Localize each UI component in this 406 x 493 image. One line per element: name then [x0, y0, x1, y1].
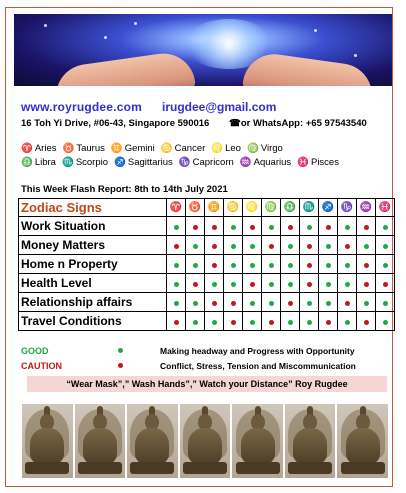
caution-dot-icon	[118, 363, 123, 368]
status-cell	[376, 293, 395, 312]
good-dot-icon	[364, 301, 369, 306]
sign-column-header-icon: ♒	[357, 199, 376, 217]
cosmic-hands-banner	[14, 14, 392, 86]
good-dot-icon	[288, 263, 293, 268]
status-cell	[281, 274, 300, 293]
status-cell	[319, 255, 338, 274]
good-dot-icon	[174, 301, 179, 306]
zodiac-name: Sagittarius	[127, 157, 173, 168]
status-cell	[319, 236, 338, 255]
status-cell	[205, 293, 224, 312]
zodiac-legend-item	[161, 143, 205, 154]
zodiac-name: Leo	[225, 143, 241, 154]
caution-dot-icon	[326, 320, 331, 325]
zodiac-name: Aquarius	[253, 157, 292, 168]
status-cell	[262, 293, 281, 312]
status-cell	[224, 274, 243, 293]
good-dot-icon	[345, 263, 350, 268]
forecast-table	[18, 198, 395, 331]
address-text: 16 Toh Yi Drive, #06-43, Singapore 590016	[21, 118, 210, 129]
good-dot-icon	[174, 225, 179, 230]
caution-dot-icon	[307, 282, 312, 287]
status-cell	[205, 236, 224, 255]
row-label: Money Matters	[19, 236, 167, 255]
zodiac-name: Cancer	[174, 143, 206, 154]
status-cell	[167, 274, 186, 293]
status-cell	[186, 293, 205, 312]
good-dot-icon	[326, 244, 331, 249]
good-dot-icon	[250, 320, 255, 325]
zodiac-legend-item	[21, 143, 57, 154]
zodiac-name: Libra	[34, 157, 56, 168]
good-dot-icon	[345, 282, 350, 287]
good-dot-icon	[231, 263, 236, 268]
caution-dot-icon	[307, 244, 312, 249]
status-cell	[224, 255, 243, 274]
status-cell	[205, 217, 224, 236]
status-cell	[338, 255, 357, 274]
good-dot-icon	[383, 320, 388, 325]
status-cell	[338, 217, 357, 236]
caution-dot-icon	[174, 244, 179, 249]
status-cell	[376, 217, 395, 236]
caution-dot-icon	[345, 244, 350, 249]
good-dot-icon	[118, 348, 123, 353]
zodiac-glyph-icon: ♓	[297, 157, 309, 168]
row-label: Home n Property	[19, 255, 167, 274]
good-dot-icon	[364, 244, 369, 249]
caution-dot-icon	[269, 320, 274, 325]
sign-column-header-icon: ♉	[186, 199, 205, 217]
table-row	[19, 236, 395, 255]
zodiac-legend-item	[62, 157, 108, 168]
zodiac-name: Capricorn	[192, 157, 234, 168]
status-cell	[186, 236, 205, 255]
sign-column-header-icon: ♓	[376, 199, 395, 217]
status-cell	[376, 312, 395, 331]
status-cell	[319, 312, 338, 331]
good-dot-icon	[288, 320, 293, 325]
status-cell	[338, 293, 357, 312]
status-cell	[224, 217, 243, 236]
caution-dot-icon	[288, 225, 293, 230]
status-cell	[376, 274, 395, 293]
sign-column-header-icon: ♌	[243, 199, 262, 217]
good-dot-icon	[383, 301, 388, 306]
good-dot-icon	[250, 244, 255, 249]
status-cell	[262, 236, 281, 255]
status-cell	[205, 255, 224, 274]
good-dot-icon	[383, 225, 388, 230]
status-cell	[243, 312, 262, 331]
zodiac-name: Taurus	[76, 143, 105, 154]
row-label: Relationship affairs	[19, 293, 167, 312]
status-cell	[300, 293, 319, 312]
caution-description: Conflict, Stress, Tension and Miscommunication	[160, 361, 356, 371]
zodiac-name: Pisces	[310, 157, 339, 168]
good-dot-icon	[193, 263, 198, 268]
caution-label: CAUTION	[21, 361, 62, 371]
zodiac-glyph-icon: ♉	[62, 143, 75, 154]
status-cell	[357, 293, 376, 312]
caution-dot-icon	[364, 225, 369, 230]
status-cell	[167, 255, 186, 274]
zodiac-glyph-icon: ♈	[21, 143, 33, 154]
buddha-statue-image	[337, 404, 388, 478]
buddha-statue-image	[180, 404, 231, 478]
status-cell	[224, 236, 243, 255]
status-cell	[281, 293, 300, 312]
status-cell	[167, 217, 186, 236]
status-cell	[243, 293, 262, 312]
table-row	[19, 293, 395, 312]
good-dot-icon	[307, 225, 312, 230]
good-dot-icon	[231, 225, 236, 230]
good-dot-icon	[269, 301, 274, 306]
status-cell	[281, 312, 300, 331]
caution-dot-icon	[231, 320, 236, 325]
status-cell	[243, 236, 262, 255]
motto-banner: “Wear Mask”,” Wash Hands”,” Watch your Distance” Roy Rugdee	[27, 376, 387, 392]
caution-dot-icon	[250, 282, 255, 287]
good-dot-icon	[269, 263, 274, 268]
caution-dot-icon	[231, 301, 236, 306]
status-cell	[357, 236, 376, 255]
status-cell	[357, 274, 376, 293]
zodiac-glyph-icon: ♋	[160, 143, 173, 154]
good-dot-icon	[250, 263, 255, 268]
zodiac-legend-item	[111, 143, 155, 154]
buddha-statue-image	[285, 404, 336, 478]
status-cell	[338, 312, 357, 331]
phone-text: ☎or WhatsApp: +65 97543540	[229, 118, 367, 129]
good-dot-icon	[326, 301, 331, 306]
good-dot-icon	[269, 225, 274, 230]
good-dot-icon	[212, 282, 217, 287]
caution-dot-icon	[193, 282, 198, 287]
report-title: This Week Flash Report: 8th to 14th July 2021	[21, 184, 228, 195]
zodiac-glyph-icon: ♐	[114, 157, 126, 168]
zodiac-glyph-icon: ♑	[178, 157, 191, 168]
caution-dot-icon	[212, 244, 217, 249]
zodiac-glyph-icon: ♏	[61, 157, 74, 168]
caution-dot-icon	[212, 301, 217, 306]
status-cell	[167, 293, 186, 312]
status-cell	[167, 312, 186, 331]
caution-dot-icon	[212, 263, 217, 268]
caution-dot-icon	[212, 225, 217, 230]
sign-column-header-icon: ♑	[338, 199, 357, 217]
caution-dot-icon	[345, 301, 350, 306]
good-dot-icon	[193, 244, 198, 249]
good-dot-icon	[231, 282, 236, 287]
zodiac-name: Virgo	[260, 143, 283, 154]
zodiac-glyph-icon: ♍	[246, 143, 259, 154]
status-cell	[281, 255, 300, 274]
good-dot-icon	[326, 263, 331, 268]
status-cell	[262, 312, 281, 331]
zodiac-legend-item	[240, 157, 291, 168]
status-cell	[186, 255, 205, 274]
zodiac-name: Scorpio	[75, 157, 109, 168]
sign-column-header-icon: ♋	[224, 199, 243, 217]
caution-dot-icon	[326, 225, 331, 230]
status-cell	[186, 274, 205, 293]
good-label: GOOD	[21, 346, 49, 356]
status-cell	[205, 274, 224, 293]
zodiac-legend-item	[21, 157, 56, 168]
row-label: Health Level	[19, 274, 167, 293]
zodiac-legend-item	[211, 143, 241, 154]
row-label: Work Situation	[19, 217, 167, 236]
zodiac-legend-row-1	[21, 143, 289, 154]
status-cell	[224, 312, 243, 331]
zodiac-legend-item	[179, 157, 234, 168]
zodiac-legend-row-2	[21, 157, 345, 168]
status-cell	[376, 236, 395, 255]
status-cell	[167, 236, 186, 255]
sign-column-header-icon: ♊	[205, 199, 224, 217]
status-cell	[281, 236, 300, 255]
status-cell	[319, 217, 338, 236]
sign-column-header-icon: ♏	[300, 199, 319, 217]
good-dot-icon	[288, 244, 293, 249]
status-cell	[262, 274, 281, 293]
good-dot-icon	[383, 263, 388, 268]
good-dot-icon	[307, 320, 312, 325]
status-cell	[205, 312, 224, 331]
buddha-statue-image	[75, 404, 126, 478]
caution-dot-icon	[269, 244, 274, 249]
good-dot-icon	[383, 244, 388, 249]
status-cell	[186, 312, 205, 331]
caution-dot-icon	[250, 225, 255, 230]
table-header-label: Zodiac Signs	[19, 199, 167, 217]
good-dot-icon	[307, 301, 312, 306]
table-row	[19, 217, 395, 236]
zodiac-legend-item	[114, 157, 173, 168]
good-dot-icon	[193, 320, 198, 325]
status-cell	[281, 217, 300, 236]
table-row	[19, 274, 395, 293]
caution-dot-icon	[364, 263, 369, 268]
zodiac-glyph-icon: ♒	[239, 157, 252, 168]
status-cell	[300, 255, 319, 274]
good-dot-icon	[174, 263, 179, 268]
caution-dot-icon	[383, 282, 388, 287]
caution-dot-icon	[364, 282, 369, 287]
status-cell	[243, 217, 262, 236]
status-cell	[300, 236, 319, 255]
status-cell	[319, 293, 338, 312]
good-description: Making headway and Progress with Opportunity	[160, 346, 355, 356]
buddha-statue-image	[232, 404, 283, 478]
good-dot-icon	[212, 320, 217, 325]
buddha-image-strip	[22, 404, 388, 478]
email-link[interactable]: irugdee@gmail.com	[162, 100, 277, 114]
table-row	[19, 312, 395, 331]
zodiac-legend-item	[63, 143, 105, 154]
good-dot-icon	[269, 282, 274, 287]
status-cell	[319, 274, 338, 293]
status-cell	[357, 255, 376, 274]
good-dot-icon	[193, 301, 198, 306]
status-cell	[243, 274, 262, 293]
good-dot-icon	[345, 225, 350, 230]
status-cell	[357, 312, 376, 331]
zodiac-legend-item	[247, 143, 283, 154]
zodiac-name: Gemini	[124, 143, 155, 154]
good-dot-icon	[288, 282, 293, 287]
zodiac-name: Aries	[34, 143, 57, 154]
caution-dot-icon	[307, 263, 312, 268]
buddha-statue-image	[127, 404, 178, 478]
status-cell	[376, 255, 395, 274]
sign-column-header-icon: ♈	[167, 199, 186, 217]
zodiac-glyph-icon: ♊	[110, 143, 123, 154]
zodiac-legend-item	[297, 157, 339, 168]
status-cell	[243, 255, 262, 274]
caution-dot-icon	[193, 225, 198, 230]
status-cell	[357, 217, 376, 236]
sign-column-header-icon: ♐	[319, 199, 338, 217]
good-dot-icon	[174, 282, 179, 287]
caution-dot-icon	[364, 320, 369, 325]
website-link[interactable]: www.royrugdee.com	[21, 100, 142, 114]
status-cell	[300, 274, 319, 293]
status-cell	[262, 255, 281, 274]
row-label: Travel Conditions	[19, 312, 167, 331]
status-cell	[224, 293, 243, 312]
caution-dot-icon	[174, 320, 179, 325]
status-cell	[300, 217, 319, 236]
status-cell	[262, 217, 281, 236]
good-dot-icon	[250, 301, 255, 306]
good-dot-icon	[326, 282, 331, 287]
status-cell	[300, 312, 319, 331]
table-row	[19, 255, 395, 274]
status-cell	[186, 217, 205, 236]
status-cell	[338, 236, 357, 255]
good-dot-icon	[231, 244, 236, 249]
buddha-statue-image	[22, 404, 73, 478]
zodiac-glyph-icon: ♎	[21, 157, 33, 168]
sign-column-header-icon: ♎	[281, 199, 300, 217]
zodiac-glyph-icon: ♌	[211, 143, 224, 154]
status-cell	[338, 274, 357, 293]
caution-dot-icon	[288, 301, 293, 306]
good-dot-icon	[345, 320, 350, 325]
sign-column-header-icon: ♍	[262, 199, 281, 217]
